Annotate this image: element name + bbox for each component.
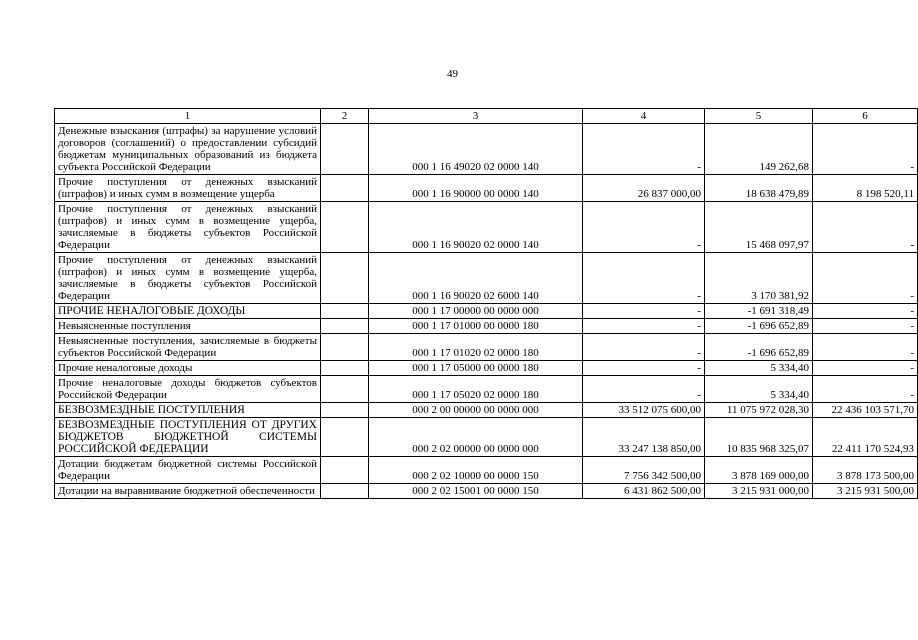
table-row [55, 484, 918, 499]
row-col2 [321, 361, 369, 376]
column-header: 1 [55, 109, 321, 124]
row-actual: 5 334,40 [705, 376, 813, 403]
row-code: 000 1 16 49020 02 0000 140 [369, 124, 583, 175]
row-actual: 3 878 169 000,00 [705, 457, 813, 484]
row-name: Денежные взыскания (штрафы) за нарушение условий договоров (соглашений) о предоставлении субсидий бюджетам муниципальных образований из бюджета субъекта Российской Федерации [55, 124, 321, 175]
row-code: 000 1 16 90020 02 0000 140 [369, 202, 583, 253]
row-remainder: - [813, 319, 918, 334]
row-actual: 11 075 972 028,30 [705, 403, 813, 418]
table-row [55, 319, 918, 334]
row-remainder: 22 436 103 571,70 [813, 403, 918, 418]
row-code: 000 1 17 01000 00 0000 180 [369, 319, 583, 334]
row-plan: 7 756 342 500,00 [583, 457, 705, 484]
row-name: ПРОЧИЕ НЕНАЛОГОВЫЕ ДОХОДЫ [55, 304, 321, 319]
row-col2 [321, 403, 369, 418]
table-row [55, 253, 918, 304]
row-plan: - [583, 304, 705, 319]
row-remainder: - [813, 361, 918, 376]
row-actual: 5 334,40 [705, 361, 813, 376]
row-actual: -1 696 652,89 [705, 334, 813, 361]
row-name: Прочие поступления от денежных взысканий (штрафов) и иных сумм в возмещение ущерба, зачисляемые в бюджеты субъектов Российской Федерации [55, 202, 321, 253]
row-remainder: - [813, 334, 918, 361]
table-row [55, 403, 918, 418]
row-name: Невыясненные поступления, зачисляемые в бюджеты субъектов Российской Федерации [55, 334, 321, 361]
row-actual: 15 468 097,97 [705, 202, 813, 253]
row-name: Дотации на выравнивание бюджетной обеспеченности [55, 484, 321, 499]
row-code: 000 2 02 15001 00 0000 150 [369, 484, 583, 499]
table-row [55, 418, 918, 457]
row-remainder: - [813, 202, 918, 253]
row-plan: - [583, 319, 705, 334]
row-remainder: - [813, 124, 918, 175]
row-remainder: - [813, 304, 918, 319]
row-col2 [321, 457, 369, 484]
row-name: Прочие поступления от денежных взысканий (штрафов) и иных сумм в возмещение ущерба [55, 175, 321, 202]
row-code: 000 1 16 90000 00 0000 140 [369, 175, 583, 202]
row-plan: - [583, 202, 705, 253]
column-header: 5 [705, 109, 813, 124]
column-header: 2 [321, 109, 369, 124]
table-row [55, 304, 918, 319]
table-row [55, 124, 918, 175]
budget-table [54, 108, 918, 499]
row-name: Дотации бюджетам бюджетной системы Российской Федерации [55, 457, 321, 484]
row-actual: -1 691 318,49 [705, 304, 813, 319]
row-name: Невыясненные поступления [55, 319, 321, 334]
table-row [55, 202, 918, 253]
row-plan: - [583, 376, 705, 403]
row-plan: - [583, 124, 705, 175]
column-header: 3 [369, 109, 583, 124]
row-plan: - [583, 253, 705, 304]
row-code: 000 2 00 00000 00 0000 000 [369, 403, 583, 418]
table-row [55, 361, 918, 376]
row-remainder: 8 198 520,11 [813, 175, 918, 202]
row-actual: -1 696 652,89 [705, 319, 813, 334]
row-remainder: - [813, 376, 918, 403]
table-header-row [55, 109, 918, 124]
column-header: 6 [813, 109, 918, 124]
row-col2 [321, 202, 369, 253]
row-plan: 33 247 138 850,00 [583, 418, 705, 457]
row-name: Прочие неналоговые доходы [55, 361, 321, 376]
row-actual: 3 215 931 000,00 [705, 484, 813, 499]
row-code: 000 1 17 05020 02 0000 180 [369, 376, 583, 403]
row-plan: - [583, 361, 705, 376]
row-name: Прочие неналоговые доходы бюджетов субъектов Российской Федерации [55, 376, 321, 403]
table-row [55, 376, 918, 403]
row-col2 [321, 253, 369, 304]
row-code: 000 2 02 00000 00 0000 000 [369, 418, 583, 457]
column-header: 4 [583, 109, 705, 124]
row-col2 [321, 304, 369, 319]
row-name: БЕЗВОЗМЕЗДНЫЕ ПОСТУПЛЕНИЯ ОТ ДРУГИХ БЮДЖЕТОВ БЮДЖЕТНОЙ СИСТЕМЫ РОССИЙСКОЙ ФЕДЕРАЦИИ [55, 418, 321, 457]
row-remainder: 3 878 173 500,00 [813, 457, 918, 484]
row-col2 [321, 418, 369, 457]
row-plan: 26 837 000,00 [583, 175, 705, 202]
row-name: Прочие поступления от денежных взысканий (штрафов) и иных сумм в возмещение ущерба, зачисляемые в бюджеты субъектов Российской Федерации [55, 253, 321, 304]
row-remainder: 3 215 931 500,00 [813, 484, 918, 499]
row-name: БЕЗВОЗМЕЗДНЫЕ ПОСТУПЛЕНИЯ [55, 403, 321, 418]
row-plan: - [583, 334, 705, 361]
row-actual: 149 262,68 [705, 124, 813, 175]
row-plan: 33 512 075 600,00 [583, 403, 705, 418]
row-remainder: - [813, 253, 918, 304]
row-col2 [321, 319, 369, 334]
table-row [55, 334, 918, 361]
row-code: 000 1 17 01020 02 0000 180 [369, 334, 583, 361]
row-code: 000 1 17 05000 00 0000 180 [369, 361, 583, 376]
row-code: 000 1 17 00000 00 0000 000 [369, 304, 583, 319]
page-number: 49 [447, 68, 458, 80]
row-remainder: 22 411 170 524,93 [813, 418, 918, 457]
table-row [55, 175, 918, 202]
row-col2 [321, 124, 369, 175]
row-actual: 18 638 479,89 [705, 175, 813, 202]
row-actual: 3 170 381,92 [705, 253, 813, 304]
row-col2 [321, 175, 369, 202]
row-col2 [321, 334, 369, 361]
row-plan: 6 431 862 500,00 [583, 484, 705, 499]
row-code: 000 1 16 90020 02 6000 140 [369, 253, 583, 304]
row-col2 [321, 376, 369, 403]
row-actual: 10 835 968 325,07 [705, 418, 813, 457]
table-row [55, 457, 918, 484]
row-code: 000 2 02 10000 00 0000 150 [369, 457, 583, 484]
row-col2 [321, 484, 369, 499]
